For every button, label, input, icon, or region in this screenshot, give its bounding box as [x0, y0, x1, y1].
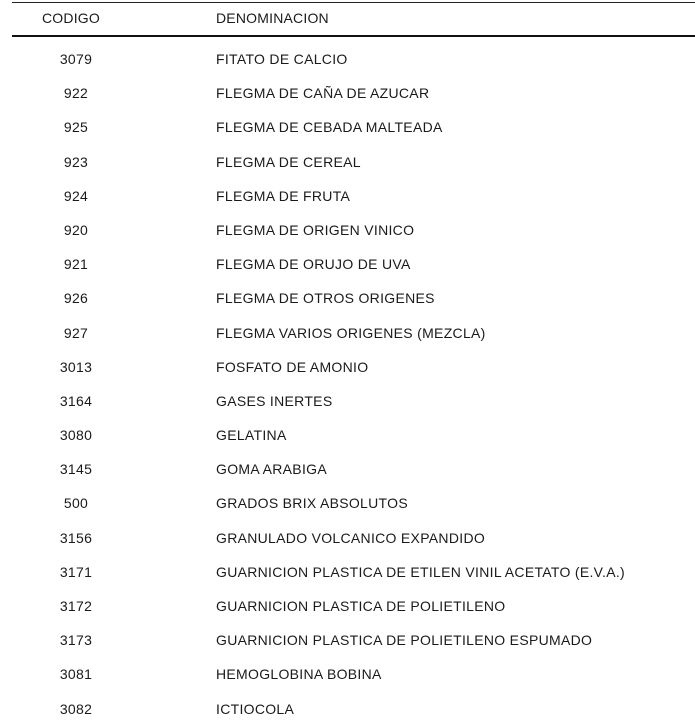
table-row	[0, 77, 695, 111]
row-name: GUARNICION PLASTICA DE ETILEN VINIL ACETATO (E.V.A.)	[216, 563, 625, 580]
table-row	[0, 419, 695, 453]
row-code: 921	[63, 256, 89, 273]
row-name: FLEGMA DE CEREAL	[216, 153, 361, 170]
row-code: 3081	[59, 666, 93, 683]
header-rule	[12, 35, 695, 37]
row-code: 3172	[59, 598, 93, 614]
row-code: 3171	[59, 563, 93, 580]
top-rule	[12, 2, 695, 3]
row-code: 3079	[59, 51, 93, 67]
table-row	[0, 487, 695, 521]
row-code: 3013	[59, 358, 93, 375]
row-name: FLEGMA DE ORUJO DE UVA	[216, 256, 411, 273]
row-code: 3156	[59, 529, 93, 546]
table-row	[0, 453, 695, 487]
row-name: FLEGMA DE FRUTA	[216, 187, 351, 204]
header-denominacion: DENOMINACION	[216, 10, 329, 26]
row-name: GRANULADO VOLCANICO EXPANDIDO	[216, 529, 486, 546]
table-row	[0, 282, 695, 316]
row-name: GRADOS BRIX ABSOLUTOS	[216, 495, 408, 512]
table-row	[0, 317, 695, 351]
row-code: 923	[63, 153, 89, 170]
row-name: GOMA ARABIGA	[216, 461, 327, 478]
table-row	[0, 522, 695, 556]
table-row	[0, 248, 695, 282]
row-code: 924	[63, 187, 89, 204]
row-code: 927	[63, 324, 89, 341]
row-code: 500	[63, 495, 89, 512]
row-name: FITATO DE CALCIO	[216, 51, 348, 67]
header-codigo: CODIGO	[42, 10, 100, 26]
row-code: 3164	[59, 392, 93, 409]
table-row	[0, 146, 695, 180]
table-row	[0, 214, 695, 248]
row-code: 920	[63, 221, 89, 238]
row-code: 3173	[59, 632, 93, 649]
row-code: 3145	[59, 461, 93, 478]
row-name: FLEGMA VARIOS ORIGENES (MEZCLA)	[216, 324, 486, 341]
table-row	[0, 43, 695, 77]
table-row	[0, 624, 695, 658]
table-row	[0, 693, 695, 727]
table-row	[0, 658, 695, 692]
table-row	[0, 111, 695, 145]
row-name: GUARNICION PLASTICA DE POLIETILENO ESPUMADO	[216, 632, 593, 649]
table-header	[0, 10, 695, 28]
row-name: FOSFATO DE AMONIO	[216, 358, 369, 375]
row-name: HEMOGLOBINA BOBINA	[216, 666, 382, 683]
row-name: FLEGMA DE OTROS ORIGENES	[216, 290, 435, 307]
row-code: 3082	[59, 700, 93, 717]
row-code: 926	[63, 290, 89, 307]
table-body	[0, 43, 695, 727]
row-name: GASES INERTES	[216, 392, 333, 409]
table-row	[0, 385, 695, 419]
row-name: FLEGMA DE ORIGEN VINICO	[216, 221, 415, 238]
row-code: 922	[63, 85, 89, 102]
row-name: ICTIOCOLA	[216, 700, 295, 717]
table-row	[0, 556, 695, 590]
row-name: GUARNICION PLASTICA DE POLIETILENO	[216, 598, 506, 614]
row-name: GELATINA	[216, 427, 287, 444]
table-row	[0, 180, 695, 214]
row-code: 3080	[59, 427, 93, 444]
row-name: FLEGMA DE CEBADA MALTEADA	[216, 119, 443, 136]
row-code: 925	[63, 119, 89, 136]
table-row	[0, 590, 695, 624]
table-row	[0, 351, 695, 385]
row-name: FLEGMA DE CAÑA DE AZUCAR	[216, 85, 430, 102]
